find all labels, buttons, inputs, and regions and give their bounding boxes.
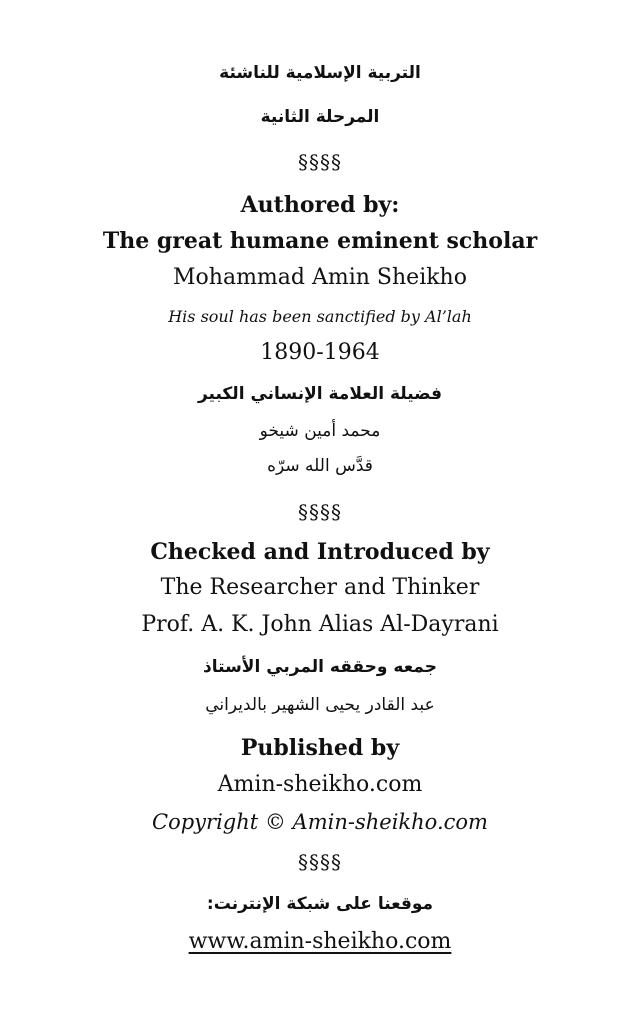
checker-name: Prof. A. K. John Alias Al-Dayrani [141,612,499,637]
stage-arabic: المرحلة الثانية [260,107,380,127]
author-blessing-arabic: قدَّس الله سرّه [267,456,373,476]
book-title-arabic: التربية الإسلامية للناشئة [219,63,421,83]
separator: §§§§ [298,850,342,874]
website-url[interactable]: www.amin-sheikho.com [188,929,452,954]
author-title: The great humane eminent scholar [102,228,538,254]
separator: §§§§ [298,500,342,524]
checker-title-arabic: جمعه وحققه المربي الأستاذ [203,657,437,677]
separator: §§§§ [298,150,342,174]
authored-by-heading: Authored by: [240,192,400,218]
author-name-arabic: محمد أمين شيخو [259,421,381,441]
author-blessing: His soul has been sanctified by Al’lah [168,307,472,326]
checker-title: The Researcher and Thinker [160,575,480,600]
published-by-heading: Published by [240,735,400,761]
checker-name-arabic: عبد القادر يحيى الشهير بالديراني [205,695,435,715]
author-title-arabic: فضيلة العلامة الإنساني الكبير [197,384,443,404]
publisher-name: Amin-sheikho.com [217,772,423,797]
website-label-arabic: موقعنا على شبكة الإنترنت: [206,894,434,914]
checked-by-heading: Checked and Introduced by [150,539,490,565]
website-link[interactable] [0,931,640,953]
copyright-notice: Copyright © Amin-sheikho.com [152,810,488,834]
author-name: Mohammad Amin Sheikho [173,265,467,290]
author-years: 1890-1964 [260,340,380,365]
